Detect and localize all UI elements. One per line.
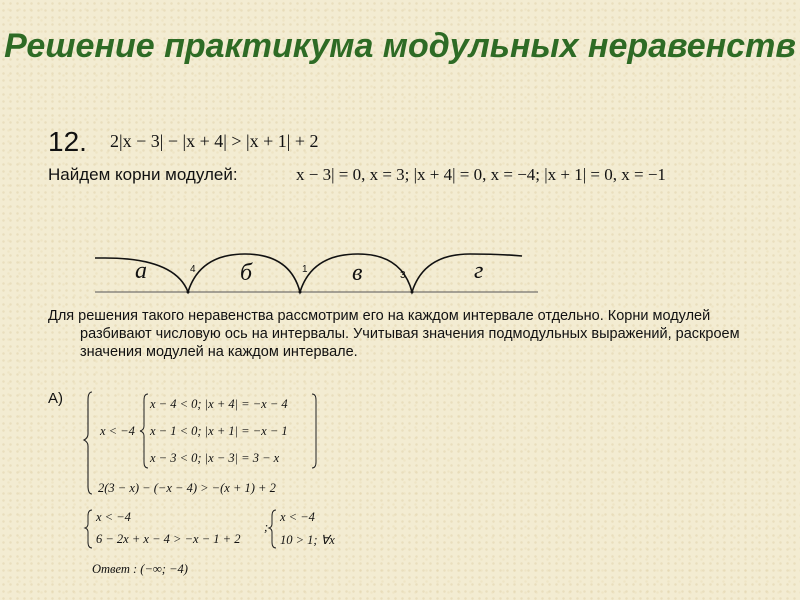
interval-label-b: б (240, 260, 253, 286)
sys2-sep: ; (264, 520, 269, 534)
roots-equations: x − 3| = 0, x = 3; |x + 4| = 0, x = −4; |x + 1| = 0, x = −1 (296, 165, 666, 184)
root-label-4: 4 (190, 264, 196, 275)
problem-inequality: 2|x − 3| − |x + 4| > |x + 1| + 2 (110, 131, 319, 151)
root-label-1: 1 (302, 264, 308, 275)
sys2-left-1: x < −4 (96, 510, 131, 524)
sys1-line-2: x − 1 < 0; |x + 1| = −x − 1 (150, 424, 288, 438)
sys1-inequality: 2(3 − x) − (−x − 4) > −(x + 1) + 2 (98, 481, 276, 495)
explanation-paragraph: Для решения такого неравенства рассмотрим его на каждом интервале отдельно. Корни модулей разбивают числовую ось на интервалы. Учитывая значения подмодульных выражений, раскроем значения модулей на каждом интервале. (48, 308, 740, 360)
sys2-left-2: 6 − 2x + x − 4 > −x − 1 + 2 (96, 532, 241, 546)
roots-label: Найдем корни модулей: (48, 165, 238, 184)
sys1-line-1: x − 4 < 0; |x + 4| = −x − 4 (150, 397, 288, 411)
interval-label-v: в (352, 260, 363, 286)
root-label-3: 3 (400, 270, 406, 281)
interval-label-g: г (474, 258, 484, 284)
sys1-condition: x < −4 (100, 424, 135, 438)
problem-number: 12. (48, 126, 87, 157)
page-title: Решение практикума модульных неравенств (4, 27, 796, 65)
sys2-right-2: 10 > 1; ∀x (280, 533, 335, 547)
sys1-line-3: x − 3 < 0; |x − 3| = 3 − x (150, 451, 280, 465)
answer: Ответ : (−∞; −4) (92, 562, 188, 576)
case-label: А) (48, 390, 63, 407)
interval-label-a: а (135, 258, 147, 284)
sys2-right-1: x < −4 (280, 510, 315, 524)
